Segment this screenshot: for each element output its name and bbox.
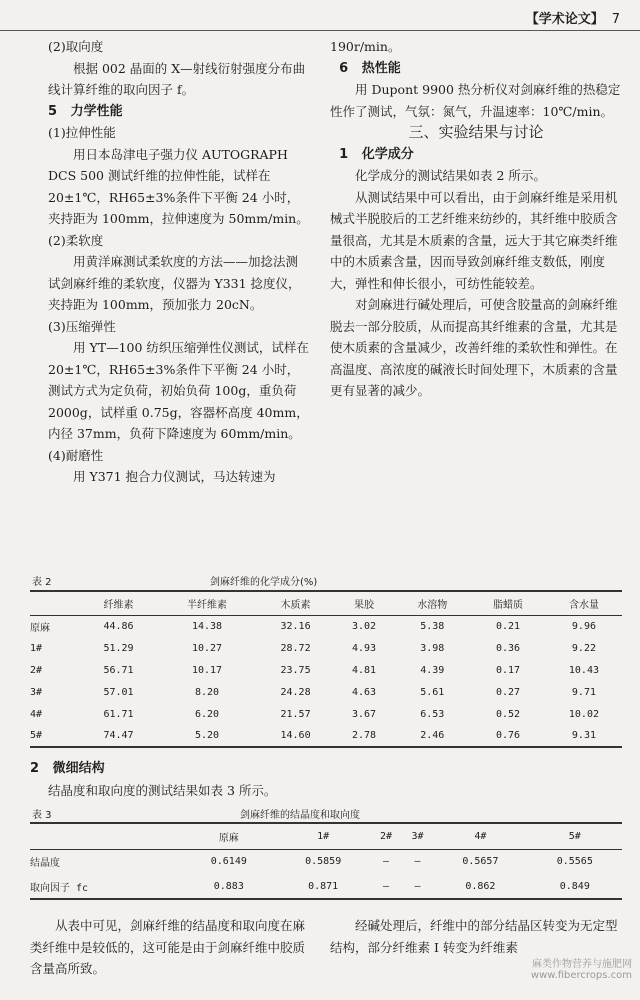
table-cell: 4.81 <box>351 664 377 676</box>
subsection-orientation: (2)取向度 <box>48 39 104 54</box>
table2-body <box>30 615 622 747</box>
table2-col-header: 纤维素 <box>81 591 157 615</box>
section-mechanical <box>48 101 310 123</box>
table-cell: 0.5657 <box>462 856 499 868</box>
table-cell: 0.883 <box>213 880 244 892</box>
table-cell: 9.31 <box>571 730 596 741</box>
table2 <box>30 590 622 748</box>
table-cell: 0.21 <box>495 620 521 632</box>
table-cell: 57.01 <box>103 686 134 698</box>
table-cell: 10.43 <box>568 664 599 676</box>
para-chem-3: 对剑麻进行碱处理后，可使含胶量高的剑麻纤维脱去一部分胶质，从而提高其纤维素的含量，尤其是使木质素的含量减少，改善纤维的柔软性和弹性。在高温度、高浓度的碱液长时间处理下，木质素的含量更有显著的减少。 <box>330 297 618 398</box>
bottom-right <box>330 915 622 958</box>
section-title: 微细结构 <box>52 761 105 776</box>
row-label: 取向因子 fc <box>30 882 89 894</box>
table3-header-row <box>30 823 622 849</box>
table3-col-header: 4# <box>433 823 527 849</box>
table-cell: 51.29 <box>103 642 134 654</box>
row-label: 原麻 <box>30 622 50 634</box>
section-number: 5 <box>48 103 58 119</box>
para-softness: 用黄洋麻测试柔软度的方法——加捻法测试剑麻纤维的柔软度，仪器为 Y331 捻度仪，夹持距为 100mm，预加张力 20cN。 <box>48 254 301 312</box>
table-cell: 4.93 <box>351 642 377 654</box>
subsection-tensile: (1)拉伸性能 <box>48 125 116 140</box>
table-cell: 24.28 <box>280 686 311 698</box>
para-speed: 190r/min。 <box>330 39 401 54</box>
table-cell: — <box>414 880 421 892</box>
table-cell: — <box>414 856 421 868</box>
table-cell: 23.75 <box>280 664 311 676</box>
table-row <box>30 874 622 899</box>
table-cell: 14.38 <box>191 620 223 632</box>
para-tensile: 用日本岛津电子强力仪 AUTOGRAPH DCS 500 测试纤维的拉伸性能，试样在 20±1℃，RH65±3%条件下平衡 24 小时，夹持距为 100mm，拉伸速度为 50mm/min。 <box>48 146 309 226</box>
table-cell: 61.71 <box>103 708 134 720</box>
table-cell: 3.98 <box>420 642 445 654</box>
table-cell: 32.16 <box>280 620 311 632</box>
bottom-left <box>30 915 312 980</box>
table2-col-header: 半纤维素 <box>157 591 258 615</box>
section-title: 力学性能 <box>70 103 123 119</box>
section-title: 热性能 <box>361 60 401 76</box>
table-cell: 0.862 <box>465 880 496 892</box>
table-row <box>30 725 622 747</box>
table2-header-row <box>30 591 622 615</box>
table-cell: 5.20 <box>194 730 220 741</box>
table-row <box>30 659 622 681</box>
table-cell: 5.61 <box>420 686 445 698</box>
table3-col-header: 3# <box>402 823 433 849</box>
table-row <box>30 615 622 637</box>
table-cell: 3.67 <box>351 708 377 720</box>
header-rule <box>0 30 640 31</box>
section-number: 2 <box>30 761 40 776</box>
table2-col-header: 脂蜡质 <box>470 591 546 615</box>
table-cell: 3.02 <box>351 620 377 632</box>
table2-col-header: 果胶 <box>334 591 395 615</box>
table-cell: 9.22 <box>571 642 596 654</box>
table3-col-header: 1# <box>276 823 370 849</box>
table2-title: 剑麻纤维的化学成分(%) <box>210 577 318 588</box>
subsection-compression: (3)压缩弹性 <box>48 318 116 334</box>
row-label: 1# <box>30 642 43 654</box>
table-cell: 21.57 <box>280 708 311 720</box>
table-cell: 4.63 <box>351 686 377 698</box>
row-label: 结晶度 <box>30 858 60 870</box>
para-chem-2: 从测试结果中可以看出，由于剑麻纤维是采用机械式半脱胶后的工艺纤维来纺纱的，其纤维中胶质含量很高，尤其是木质素的含量，远大于其它麻类纤维中的木质素含量，因而导致剑麻纤维支数低，刚度大，弹性和伸长很小，可纺性能较差。 <box>330 189 618 291</box>
table3-col-header: 原麻 <box>182 823 276 849</box>
subsection-wear: (4)耐磨性 <box>48 447 104 463</box>
table-cell: 0.36 <box>495 642 521 654</box>
para-bottom-left: 从表中可见，剑麻纤维的结晶度和取向度在麻类纤维中是较低的，这可能是由于剑麻纤维中胶质含量高所致。 <box>30 918 306 976</box>
para-compression: 用 YT—100 纺织压缩弹性仪测试，试样在 20±1℃，RH65±3%条件下平衡 24 小时，测试方式为定负荷，初始负荷 100g，重负荷 2000g，试样重 0.75g，容器杯高度 40mm，内径 37mm，负荷下降速度为 60mm/min。 <box>48 340 309 441</box>
section-title: 化学成分 <box>361 146 414 162</box>
table3-title: 剑麻纤维的结晶度和取向度 <box>240 810 360 821</box>
table-cell: 10.17 <box>191 664 223 676</box>
table2-label: 表 2 <box>32 577 52 588</box>
journal-section: 【学术论文】 <box>525 12 604 27</box>
microstructure-block <box>30 758 630 801</box>
table3-col-header: 2# <box>370 823 401 849</box>
row-label: 4# <box>30 708 43 720</box>
table-row <box>30 703 622 725</box>
table-cell: 10.02 <box>568 708 599 720</box>
table-cell: 56.71 <box>103 664 134 676</box>
section-number: 6 <box>339 60 349 76</box>
table-cell: 0.849 <box>559 880 590 892</box>
section-microstructure <box>30 758 630 780</box>
section-thermal <box>330 58 622 80</box>
table3-body <box>30 849 622 899</box>
table-cell: 6.53 <box>420 708 445 720</box>
watermark-line1: 麻类作物营养与施肥网 <box>532 959 632 970</box>
table-cell: 44.86 <box>103 620 134 632</box>
table-cell: 8.20 <box>194 686 220 698</box>
table-cell: 4.39 <box>420 664 445 676</box>
table2-col-header <box>30 591 81 615</box>
table2-col-header: 含水量 <box>546 591 622 615</box>
table-cell: 2.78 <box>351 730 377 741</box>
page-number: 7 <box>611 12 620 27</box>
row-label: 2# <box>30 664 43 676</box>
section-chemical <box>330 144 622 166</box>
table-cell: 0.27 <box>495 686 521 698</box>
right-column <box>330 36 622 402</box>
table-cell: 28.72 <box>280 642 311 654</box>
table2-col-header: 木质素 <box>258 591 334 615</box>
para-microstructure: 结晶度和取向度的测试结果如表 3 所示。 <box>48 782 277 798</box>
table-cell: 9.71 <box>571 686 596 698</box>
table-cell: 0.6149 <box>210 856 247 868</box>
para-wear: 用 Y371 抱合力仪测试，马达转速为 <box>73 469 276 484</box>
table3-label: 表 3 <box>32 810 52 821</box>
table-cell: 6.20 <box>194 708 220 720</box>
table-cell: 9.96 <box>571 620 596 632</box>
running-header <box>526 8 620 27</box>
table-cell: 0.5859 <box>305 856 342 868</box>
left-column <box>48 36 310 488</box>
table-cell: 0.76 <box>495 730 521 741</box>
table-cell: 0.52 <box>495 708 521 720</box>
table-cell: 0.17 <box>495 664 521 676</box>
table-cell: 2.46 <box>420 730 445 741</box>
para-bottom-right: 经碱处理后，纤维中的部分结晶区转变为无定型结构，部分纤维素 I 转变为纤维素 <box>330 918 618 955</box>
row-label: 5# <box>30 730 43 741</box>
para-chem-1: 化学成分的测试结果如表 2 所示。 <box>355 168 546 183</box>
section-number: 1 <box>339 146 349 162</box>
table3-col-header <box>30 823 182 849</box>
table2-col-header: 水溶物 <box>394 591 470 615</box>
row-label: 3# <box>30 686 43 698</box>
section-results-heading: 三、实验结果与讨论 <box>408 123 544 141</box>
table3 <box>30 822 622 900</box>
table-cell: — <box>383 880 390 892</box>
table-row <box>30 681 622 703</box>
table-cell: 5.38 <box>420 620 445 632</box>
table-row <box>30 849 622 874</box>
para-orientation: 根据 002 晶面的 X—射线衍射强度分布曲线计算纤维的取向因子 f。 <box>48 60 306 97</box>
table-cell: 74.47 <box>103 730 134 741</box>
table-cell: — <box>383 856 390 868</box>
para-thermal: 用 Dupont 9900 热分析仪对剑麻纤维的热稳定性作了测试，气氛：氮气，升温速率：10℃/min。 <box>330 82 621 119</box>
table-row <box>30 637 622 659</box>
table-cell: 10.27 <box>191 642 223 654</box>
watermark-line2: www.fibercrops.com <box>530 970 632 981</box>
table3-col-header: 5# <box>528 823 622 849</box>
subsection-softness: (2)柔软度 <box>48 232 104 248</box>
table-cell: 0.871 <box>308 880 339 892</box>
table-cell: 14.60 <box>280 730 311 741</box>
table-cell: 0.5565 <box>556 856 593 868</box>
